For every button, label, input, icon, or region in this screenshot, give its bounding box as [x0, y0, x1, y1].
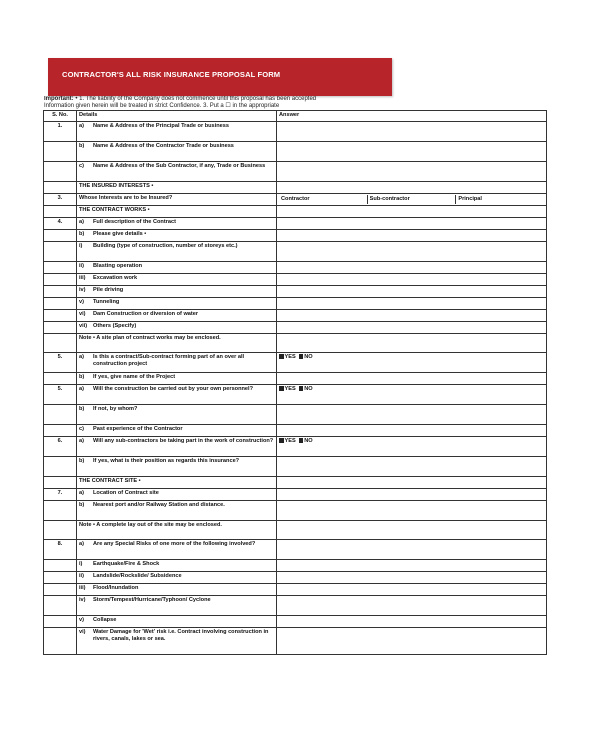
- answer-field[interactable]: [277, 540, 547, 560]
- note-site-plan: Note • A site plan of contract works may be enclosed.: [77, 334, 277, 353]
- checkbox-icon: [299, 354, 304, 359]
- row-label: ii): [79, 263, 84, 269]
- row-detail: [77, 560, 277, 572]
- option-sub-contractor[interactable]: Sub-contractor: [367, 195, 456, 204]
- answer-field[interactable]: [277, 274, 547, 286]
- row-sno: [44, 162, 77, 182]
- yes-checkbox[interactable]: YES: [279, 354, 296, 361]
- row-detail: [77, 373, 277, 385]
- row-text: Excavation work: [93, 275, 138, 281]
- answer-field[interactable]: [277, 616, 547, 628]
- table-row: [44, 218, 547, 230]
- row-label: iv): [79, 597, 86, 603]
- table-row: [44, 457, 547, 477]
- row-text: If yes, what is their position as regards this insurance?: [93, 458, 240, 464]
- row-text: Location of Contract site: [93, 490, 159, 496]
- answer-field[interactable]: [277, 425, 547, 437]
- table-row: [44, 616, 547, 628]
- table-row: [44, 310, 547, 322]
- row-detail: [77, 437, 277, 457]
- table-row: [44, 405, 547, 425]
- row-label: a): [79, 541, 84, 547]
- row-detail: [77, 218, 277, 230]
- section-contract-site: THE CONTRACT SITE •: [77, 477, 277, 489]
- no-checkbox[interactable]: NO: [299, 386, 313, 393]
- table-row: [44, 162, 547, 182]
- checkbox-icon: [279, 438, 284, 443]
- table-row: [44, 501, 547, 521]
- row-text: Flood/Inundation: [93, 585, 139, 591]
- row-sno: 4.: [44, 218, 77, 230]
- row-detail: [77, 122, 277, 142]
- answer-field[interactable]: [277, 596, 547, 616]
- row-label: b): [79, 143, 85, 149]
- row-text: Will any sub-contractors be taking part in the work of construction?: [93, 438, 274, 444]
- row-label: b): [79, 458, 85, 464]
- row-label: iv): [79, 287, 86, 293]
- header-details: Details: [77, 111, 277, 122]
- answer-field[interactable]: [277, 572, 547, 584]
- row-sno: 8.: [44, 540, 77, 560]
- row-detail: Whose Interests are to be Insured?: [77, 194, 277, 206]
- row-label: b): [79, 231, 85, 237]
- note-row: [44, 521, 547, 540]
- row-label: a): [79, 123, 84, 129]
- row-detail: [77, 310, 277, 322]
- checkbox-icon: [299, 438, 304, 443]
- row-detail: [77, 230, 277, 242]
- row-text: Are any Special Risks of one more of the following involved?: [93, 541, 256, 547]
- row-detail: [77, 457, 277, 477]
- row-detail: [77, 572, 277, 584]
- row-detail: [77, 501, 277, 521]
- section-insured-interests: THE INSURED INTERESTS •: [77, 182, 277, 194]
- table-row: [44, 230, 547, 242]
- section-row: [44, 477, 547, 489]
- row-text: Name & Address of the Principal Trade or business: [93, 123, 229, 129]
- answer-field[interactable]: [277, 584, 547, 596]
- important-label: Important:: [44, 96, 74, 102]
- row-label: c): [79, 426, 84, 432]
- table-row: [44, 560, 547, 572]
- row-sno: [44, 142, 77, 162]
- row-text: Will the construction be carried out by your own personnel?: [93, 386, 254, 392]
- answer-options: [277, 194, 547, 206]
- row-label: b): [79, 502, 85, 508]
- row-detail: [77, 385, 277, 405]
- option-principal[interactable]: Principal: [455, 195, 544, 204]
- yes-checkbox[interactable]: YES: [279, 386, 296, 393]
- proposal-form-table: [43, 110, 547, 655]
- answer-field[interactable]: [277, 405, 547, 425]
- row-label: v): [79, 617, 84, 623]
- row-text: Blasting operation: [93, 263, 143, 269]
- row-text: Water Damage for 'Wet' risk i.e. Contract involving construction in rivers, canals, lakes or sea.: [93, 629, 269, 642]
- table-row: [44, 274, 547, 286]
- row-text: Is this a contract/Sub-contract forming part of an over all construction project: [93, 354, 245, 367]
- table-row: [44, 194, 547, 206]
- row-detail: [77, 584, 277, 596]
- table-header-row: [44, 111, 547, 122]
- row-sno: 6.: [44, 437, 77, 457]
- row-text: If yes, give name of the Project: [93, 374, 176, 380]
- section-contract-works: THE CONTRACT WORKS •: [77, 206, 277, 218]
- note-row: [44, 334, 547, 353]
- row-label: c): [79, 163, 84, 169]
- row-detail: [77, 322, 277, 334]
- table-row: [44, 572, 547, 584]
- row-text: Others (Specify): [93, 323, 137, 329]
- table-row: [44, 122, 547, 142]
- yes-no-choice: [277, 353, 547, 373]
- table-row: [44, 489, 547, 501]
- answer-field[interactable]: [277, 310, 547, 322]
- answer-field[interactable]: [277, 218, 547, 230]
- row-label: i): [79, 243, 83, 249]
- no-checkbox[interactable]: NO: [299, 438, 313, 445]
- row-detail: [77, 540, 277, 560]
- answer-field[interactable]: [277, 262, 547, 274]
- table-row: [44, 286, 547, 298]
- row-text: Collapse: [93, 617, 117, 623]
- header-sno: S. No.: [44, 111, 77, 122]
- answer-field[interactable]: [277, 242, 547, 262]
- row-label: iii): [79, 585, 86, 591]
- row-text: Name & Address of the Contractor Trade or business: [93, 143, 234, 149]
- row-detail: [77, 628, 277, 655]
- row-label: b): [79, 374, 85, 380]
- row-text: If not, by whom?: [93, 406, 138, 412]
- row-sno: 7.: [44, 489, 77, 501]
- row-text: Tunneling: [93, 299, 120, 305]
- row-sno: 5.: [44, 385, 77, 405]
- answer-field[interactable]: [277, 322, 547, 334]
- table-row: [44, 262, 547, 274]
- checkbox-icon: [279, 386, 284, 391]
- row-detail: [77, 489, 277, 501]
- row-detail: [77, 162, 277, 182]
- answer-field[interactable]: [277, 560, 547, 572]
- row-text: Dam Construction or diversion of water: [93, 311, 199, 317]
- answer-field[interactable]: [277, 142, 547, 162]
- row-text: Pile driving: [93, 287, 124, 293]
- row-detail: [77, 596, 277, 616]
- answer-field[interactable]: [277, 373, 547, 385]
- row-detail: [77, 142, 277, 162]
- answer-field[interactable]: [277, 122, 547, 142]
- row-label: b): [79, 406, 85, 412]
- row-detail: [77, 286, 277, 298]
- row-text: Nearest port and/or Railway Station and distance.: [93, 502, 225, 508]
- important-line-2: Information given herein will be treated in strict Confidence. 3. Put a ☐ in the appropriate: [44, 103, 280, 109]
- option-contractor[interactable]: Contractor: [281, 196, 310, 202]
- table-row: [44, 242, 547, 262]
- note-site-layout: Note • A complete lay out of the site may be enclosed.: [77, 521, 277, 540]
- row-text: Please give details •: [93, 231, 147, 237]
- row-text: Landslide/Rockslide/ Subsidence: [93, 573, 182, 579]
- section-row: [44, 206, 547, 218]
- row-label: a): [79, 354, 84, 360]
- table-row: [44, 596, 547, 616]
- answer-field[interactable]: [277, 230, 547, 242]
- row-text: Past experience of the Contractor: [93, 426, 183, 432]
- table-row: [44, 142, 547, 162]
- yes-no-choice: [277, 437, 547, 457]
- answer-field[interactable]: [277, 162, 547, 182]
- row-label: a): [79, 490, 84, 496]
- table-row: [44, 298, 547, 310]
- table-row: [44, 437, 547, 457]
- row-sno: 1.: [44, 122, 77, 142]
- row-detail: [77, 242, 277, 262]
- yes-no-choice: [277, 385, 547, 405]
- table-row: [44, 385, 547, 405]
- checkbox-icon: [299, 386, 304, 391]
- table-row: [44, 584, 547, 596]
- row-text: Building (type of construction, number of storeys etc.): [93, 243, 238, 249]
- row-label: i): [79, 561, 83, 567]
- row-detail: [77, 298, 277, 310]
- table-row: [44, 628, 547, 655]
- table-row: [44, 540, 547, 560]
- table-row: [44, 373, 547, 385]
- row-label: a): [79, 386, 84, 392]
- row-label: a): [79, 219, 84, 225]
- checkbox-icon: [279, 354, 284, 359]
- row-detail: [77, 405, 277, 425]
- row-label: iii): [79, 275, 86, 281]
- answer-field[interactable]: [277, 286, 547, 298]
- form-title-banner: [48, 58, 392, 96]
- row-detail: [77, 425, 277, 437]
- row-label: vi): [79, 311, 86, 317]
- table-row: [44, 353, 547, 373]
- row-label: v): [79, 299, 84, 305]
- answer-field[interactable]: [277, 489, 547, 501]
- answer-field[interactable]: [277, 501, 547, 521]
- row-sno: 5.: [44, 353, 77, 373]
- form-title: CONTRACTOR'S ALL RISK INSURANCE PROPOSAL FORM: [62, 70, 281, 79]
- header-answer: Answer: [277, 111, 547, 122]
- row-text: Earthquake/Fire & Shock: [93, 561, 160, 567]
- row-label: ii): [79, 573, 84, 579]
- table-row: [44, 322, 547, 334]
- section-row: [44, 182, 547, 194]
- row-label: vi): [79, 629, 86, 635]
- row-detail: [77, 616, 277, 628]
- important-note: [44, 96, 394, 110]
- row-text: Full description of the Contract: [93, 219, 176, 225]
- row-sno: 3.: [44, 194, 77, 206]
- no-checkbox[interactable]: NO: [299, 354, 313, 361]
- row-label: a): [79, 438, 84, 444]
- row-detail: [77, 353, 277, 373]
- row-text: Storm/Tempest/Hurricane/Typhoon/ Cyclone: [93, 597, 211, 603]
- answer-field[interactable]: [277, 457, 547, 477]
- table-row: [44, 425, 547, 437]
- row-detail: [77, 274, 277, 286]
- important-line-1: • 1. The liability of the Company does not commence until this proposal has been accepted: [75, 96, 317, 102]
- answer-field[interactable]: [277, 298, 547, 310]
- answer-field[interactable]: [277, 628, 547, 655]
- yes-checkbox[interactable]: YES: [279, 438, 296, 445]
- row-detail: [77, 262, 277, 274]
- row-text: Name & Address of the Sub Contractor, if any, Trade or Business: [93, 163, 266, 169]
- row-label: vii): [79, 323, 88, 329]
